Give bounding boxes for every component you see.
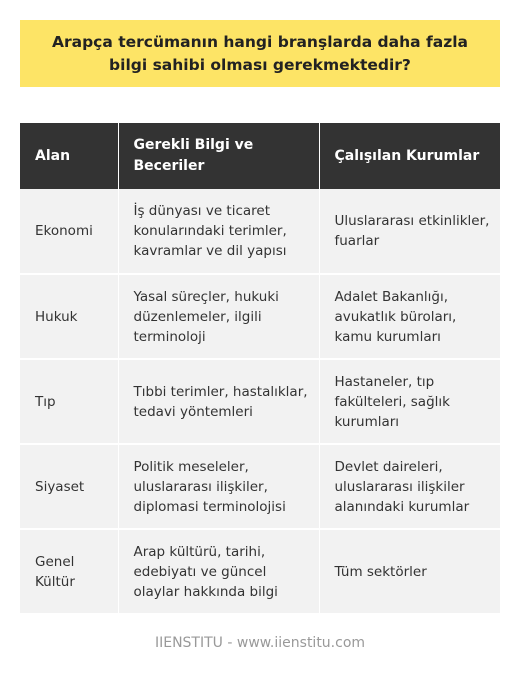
table-cell: İş dünyası ve ticaret konularındaki terimler, kavramlar ve dil yapısı bbox=[118, 189, 319, 274]
page-title: Arapça tercümanın hangi branşlarda daha fazla bilgi sahibi olması gerekmektedir? bbox=[51, 32, 469, 74]
column-header-alan: Alan bbox=[20, 123, 118, 189]
table-row bbox=[20, 444, 500, 529]
table-cell: Genel Kültür bbox=[20, 529, 118, 614]
column-header-bilgi: Gerekli Bilgi ve Beceriler bbox=[118, 123, 319, 189]
table-row bbox=[20, 274, 500, 359]
table-cell: Politik meseleler, uluslararası ilişkiler, diplomasi terminolojisi bbox=[118, 444, 319, 529]
table-cell: Arap kültürü, tarihi, edebiyatı ve güncel olaylar hakkında bilgi bbox=[118, 529, 319, 614]
column-header-kurumlar: Çalışılan Kurumlar bbox=[319, 123, 500, 189]
table-cell: Hastaneler, tıp fakülteleri, sağlık kurumları bbox=[319, 359, 500, 444]
table-cell: Ekonomi bbox=[20, 189, 118, 274]
table-row bbox=[20, 529, 500, 614]
table-cell: Tüm sektörler bbox=[319, 529, 500, 614]
table-cell: Tıp bbox=[20, 359, 118, 444]
table-cell: Yasal süreçler, hukuki düzenlemeler, ilgili terminoloji bbox=[118, 274, 319, 359]
footer-credit: IIENSTITU - www.iienstitu.com bbox=[154, 635, 366, 651]
info-table bbox=[20, 123, 500, 615]
table-cell: Hukuk bbox=[20, 274, 118, 359]
table-row bbox=[20, 359, 500, 444]
title-banner bbox=[20, 20, 500, 87]
table-cell: Devlet daireleri, uluslararası ilişkiler alanındaki kurumlar bbox=[319, 444, 500, 529]
table-cell: Siyaset bbox=[20, 444, 118, 529]
table-row bbox=[20, 189, 500, 274]
table-header-row bbox=[20, 123, 500, 189]
table-cell: Adalet Bakanlığı, avukatlık büroları, kamu kurumları bbox=[319, 274, 500, 359]
table-cell: Uluslararası etkinlikler, fuarlar bbox=[319, 189, 500, 274]
table-cell: Tıbbi terimler, hastalıklar, tedavi yöntemleri bbox=[118, 359, 319, 444]
